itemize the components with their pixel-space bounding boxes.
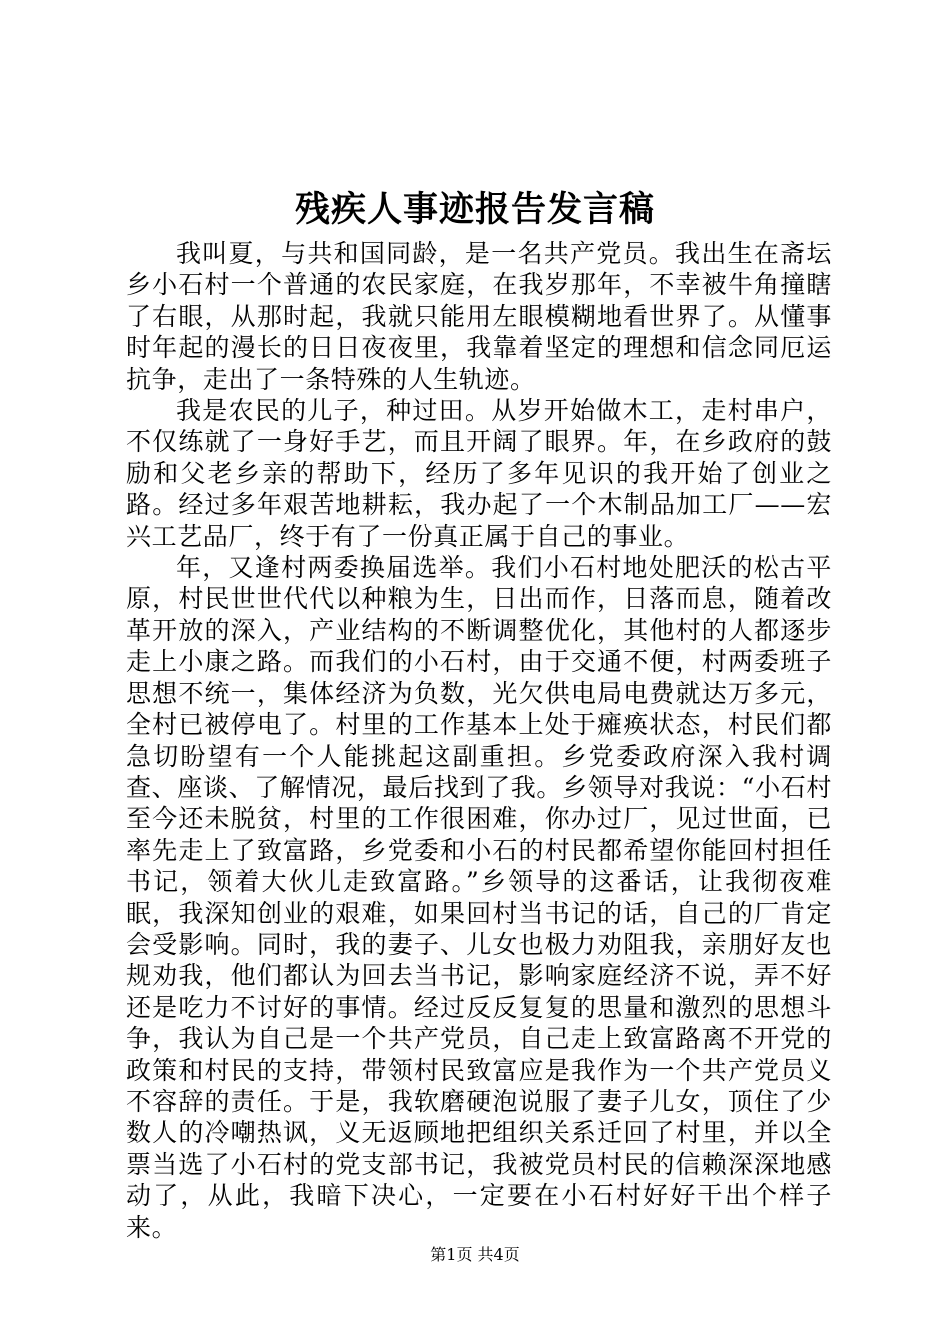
document-title: 残疾人事迹报告发言稿 <box>294 189 655 230</box>
paragraph-2: 我是农民的儿子，种过田。从岁开始做木工，走村串户，不仅练就了一身好手艺，而且开阔了眼界。年，在乡政府的鼓励和父老乡亲的帮助下，经历了多年见识的我开始了创业之路。经过多年艰苦地耕耘，我办起了一个木制品加工厂——宏兴工艺品厂，终于有了一份真正属于自己的事业。 <box>126 396 832 551</box>
page-footer: 第1页 共4页 <box>430 1245 520 1264</box>
paragraph-3: 年，又逢村两委换届选举。我们小石村地处肥沃的松古平原，村民世世代代以种粮为生，日出而作，日落而息，随着改革开放的深入，产业结构的不断调整优化，其他村的人都逐步走上小康之路。而我们的小石村，由于交通不便，村两委班子思想不统一，集体经济为负数，光欠供电局电费就达万多元，全村已被停电了。村里的工作基本上处于瘫痪状态，村民们都急切盼望有一个人能挑起这副重担。乡党委政府深入我村调查、座谈、了解情况，最后找到了我。乡领导对我说：“小石村至今还未脱贫，村里的工作很困难，你办过厂，见过世面，已率先走上了致富路，乡党委和小石的村民都希望你能回村担任书记，领着大伙儿走致富路。”乡领导的这番话，让我彻夜难眠，我深知创业的艰难，如果回村当书记的话，自己的厂肯定会受影响。同时，我的妻子、儿女也极力劝阻我，亲朋好友也规劝我，他们都认为回去当书记，影响家庭经济不说，弄不好还是吃力不讨好的事情。经过反反复复的思量和激烈的思想斗争，我认为自己是一个共产党员，自己走上致富路离不开党的政策和村民的支持，带领村民致富应是我作为一个共产党员义不容辞的责任。于是，我软磨硬泡说服了妻子儿女，顶住了少数人的冷嘲热讽，义无返顾地把组织关系迁回了村里，并以全票当选了小石村的党支部书记，我被党员村民的信赖深深地感动了，从此，我暗下决心，一定要在小石村好好干出个样子来。 <box>126 553 832 1242</box>
paragraph-1: 我叫夏，与共和国同龄，是一名共产党员。我出生在斋坛乡小石村一个普通的农民家庭，在我岁那年，不幸被牛角撞瞎了右眼，从那时起，我就只能用左眼模糊地看世界了。从懂事时年起的漫长的日日夜夜里，我靠着坚定的理想和信念同厄运抗争，走出了一条特殊的人生轨迹。 <box>126 239 832 394</box>
document-body <box>126 238 832 1243</box>
